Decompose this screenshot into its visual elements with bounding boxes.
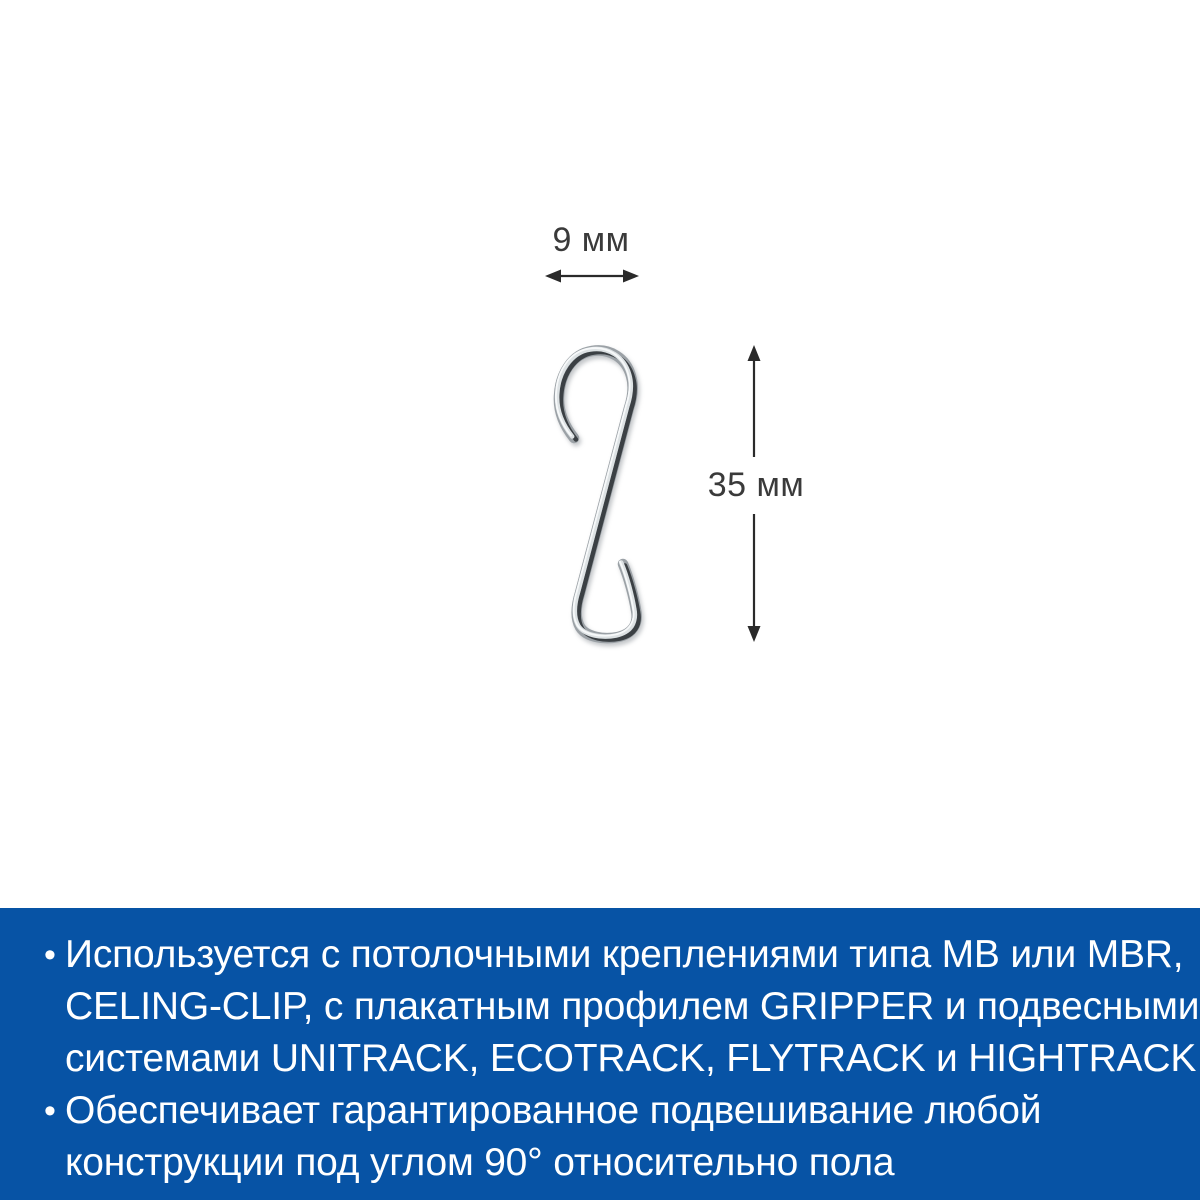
bullet-text-guarantee [65, 1085, 1200, 1189]
bullet-icon: • [44, 1092, 56, 1130]
height-arrow-bottom-icon [745, 514, 763, 642]
info-banner [0, 908, 1200, 1200]
banner-line: Обеспечивает гарантированное подвешивание любой [65, 1089, 1042, 1132]
banner-line: конструкции под углом 90° относительно пола [65, 1141, 895, 1184]
banner-line: CELING-CLIP, с плакатным профилем GRIPPER и подвесными [65, 985, 1200, 1028]
banner-line: Используется с потолочными креплениями типа MB или MBR, [65, 933, 1184, 976]
bullet-icon: • [44, 936, 56, 974]
height-arrow-top-icon [745, 345, 763, 457]
s-hook-image [544, 338, 656, 650]
banner-line: системами UNITRACK, ECOTRACK, FLYTRACK и HIGHTRACK [65, 1037, 1197, 1080]
bullet-text-usage [65, 929, 1200, 1085]
width-dimension-label: 9 мм [552, 221, 630, 259]
height-dimension-label: 35 мм [707, 466, 805, 504]
bullet-item-usage [0, 929, 1200, 1085]
width-arrow-icon [545, 267, 639, 285]
bullet-item-guarantee [0, 1085, 1200, 1189]
